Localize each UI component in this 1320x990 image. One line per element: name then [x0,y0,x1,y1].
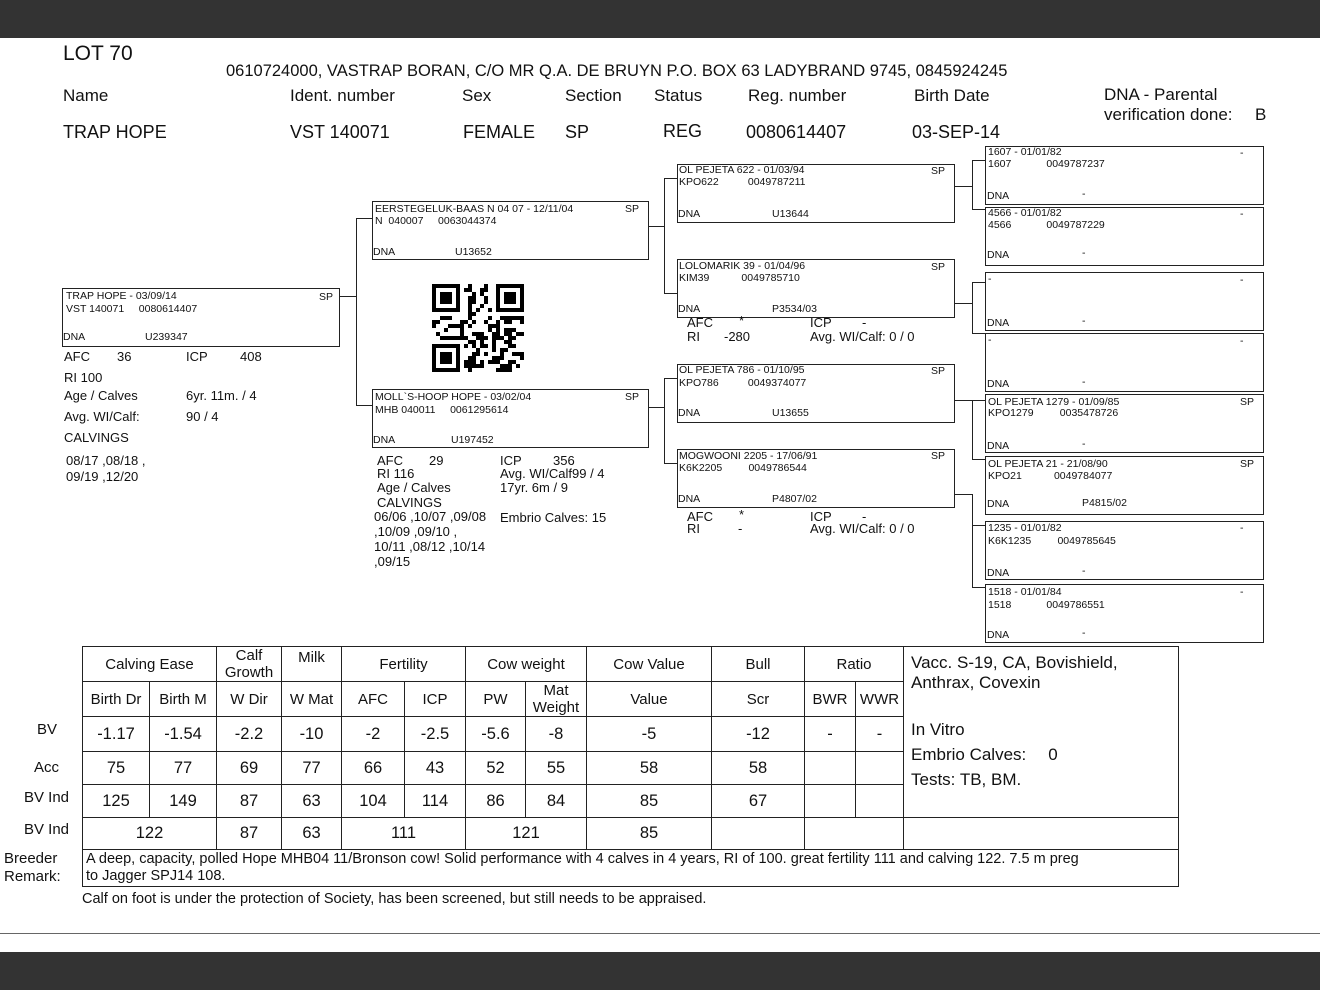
ggp-title: OL PEJETA 21 - 21/08/90 [988,458,1108,470]
gp-title: MOGWOONI 2205 - 17/06/91 [679,450,818,462]
subject-line2: VST 140071 0080614407 [66,303,198,315]
bv-cell: -2.2 [217,717,282,752]
ggp-dna-label: DNA [987,317,1010,329]
acc-cell: 52 [466,752,526,785]
group-fertility: Fertility [342,647,466,682]
ggp-sp: - [1240,335,1244,347]
bvind-cell: 114 [405,785,466,818]
bv-cell: -8 [526,717,587,752]
gp-sp: SP [931,450,946,462]
subject-sp: SP [319,291,334,303]
subject-icp-label: ICP [186,349,208,364]
acc-cell: 66 [342,752,405,785]
embrio-value: 0 [1048,745,1058,764]
dam-calvings-3: 10/11 ,08/12 ,10/14 [374,539,486,554]
bvind-cell [805,785,856,818]
gp-dna-value: P3534/03 [772,303,817,315]
acc-cell [805,752,856,785]
ggp-dna-label: DNA [987,440,1010,452]
subject-wi-label: Avg. WI/Calf: [64,409,140,424]
gp-dna-value: U13655 [772,407,809,419]
grandparent-box [677,259,955,318]
bv-cell: -10 [282,717,342,752]
group-milk: Milk [282,647,342,682]
gp-sp: SP [931,261,946,273]
ggp-line2: 4566 0049787229 [988,219,1105,231]
ggp-dna-value: - [1082,627,1086,639]
dam-box [372,389,649,448]
gp-ri: -280 [724,329,751,344]
subject-calvings-1: 08/17 ,08/18 , [66,453,146,468]
subject-ri: RI 100 [64,370,103,385]
ggp-title: 1235 - 01/01/82 [988,522,1062,534]
ggp-dna-value: - [1082,438,1086,450]
row-label-bvind: BV Ind [24,789,70,806]
bv-cell: -1.17 [83,717,150,752]
sire-title: EERSTEGELUK-BAAS N 04 07 - 12/11/04 [375,203,574,215]
dam-embrio: Embrio Calves: 15 [500,510,607,525]
acc-cell: 43 [405,752,466,785]
sub-afc: AFC [342,682,405,717]
animal-name: TRAP HOPE [63,122,167,142]
grandparent-box [677,449,955,508]
gp-wi: Avg. WI/Calf: 0 / 0 [810,329,915,344]
bv-cell: -5 [587,717,712,752]
subject-afc: 36 [117,349,132,364]
ggp-dna-label: DNA [987,629,1010,641]
col-name: Name [63,86,109,105]
dam-age: 17yr. 6m / 9 [500,480,568,495]
gp-dna-value: U13644 [772,208,809,220]
bvind-cell: 85 [587,785,712,818]
animal-reg: 0080614407 [746,122,847,142]
bvind-cell: 84 [526,785,587,818]
bv-cell: - [805,717,856,752]
animal-status: REG [663,121,703,141]
bv-cell: -12 [712,717,805,752]
gp-line2: K6K2205 0049786544 [679,462,807,474]
bvind2-cell [712,818,805,850]
animal-ident: VST 140071 [290,122,390,142]
col-dna-2: verification done: [1104,105,1233,124]
ggp-dna-label: DNA [987,190,1010,202]
col-birth: Birth Date [914,86,990,105]
ggp-dna-value: - [1082,188,1086,200]
breeder-remark-line-2: to Jagger SPJ14 108. [86,868,226,884]
dam-calvings-label: CALVINGS [377,495,442,510]
subject-calvings-label: CALVINGS [64,430,129,445]
ggp-dna-value: - [1082,565,1086,577]
sire-box [372,201,649,260]
notes-cell [904,647,1179,818]
great-grandparent-box [985,333,1264,392]
acc-cell: 75 [83,752,150,785]
sub-birth-m: Birth M [150,682,217,717]
embrio-label: Embrio Calves: [911,745,1027,764]
col-ident: Ident. number [290,86,395,105]
sub-value: Value [587,682,712,717]
dam-afc: 29 [429,453,444,468]
great-grandparent-box [985,456,1264,515]
sub-w-dir: W Dir [217,682,282,717]
sub-birth-dr: Birth Dr [83,682,150,717]
animal-sex: FEMALE [463,122,536,142]
dam-icp: 356 [553,453,575,468]
remark-label: Remark: [4,868,61,885]
great-grandparent-box [985,394,1264,453]
grandparent-box [677,364,955,423]
gp-wi: Avg. WI/Calf: 0 / 0 [810,521,915,536]
gp-ri-label: RI [687,521,700,536]
ggp-sp: - [1240,274,1244,286]
bv-cell: -5.6 [466,717,526,752]
bottom-bar [0,952,1320,990]
gp-dna-label: DNA [678,407,701,419]
group-calf-growth: Calf Growth [217,647,282,682]
ggp-dna-label: DNA [987,567,1010,579]
group-ratio: Ratio [805,647,904,682]
ggp-dna-value: - [1082,315,1086,327]
ggp-line2: KPO1279 0035478726 [988,407,1119,419]
subject-age: 6yr. 11m. / 4 [186,388,257,403]
gp-sp: SP [931,165,946,177]
gp-icp-label: ICP [810,509,832,524]
bv-table [82,646,1179,887]
dam-line2: MHB 040011 0061295614 [375,404,509,416]
ggp-line2: 1607 0049787237 [988,158,1105,170]
sub-mat-weight: Mat Weight [526,682,587,717]
subject-title: TRAP HOPE - 03/09/14 [66,290,177,302]
breeder-line: 0610724000, VASTRAP BORAN, C/O MR Q.A. DE BRUYN P.O. BOX 63 LADYBRAND 9745, 0845924245 [226,62,1008,80]
group-calving-ease: Calving Ease [83,647,217,682]
great-grandparent-box [985,272,1264,331]
acc-cell [856,752,904,785]
subject-wi: 90 / 4 [186,409,219,424]
top-bar [0,0,1320,38]
gp-icp-label: ICP [810,315,832,330]
ggp-dna-label: DNA [987,378,1010,390]
bv-cell: - [856,717,904,752]
dam-calvings-1: 06/06 ,10/07 ,09/08 [374,509,487,524]
dam-title: MOLL`S-HOOP HOPE - 03/02/04 [375,391,532,403]
bvind-cell: 125 [83,785,150,818]
gp-sp: SP [931,365,946,377]
dna-flag: B [1255,105,1267,124]
subject-afc-label: AFC [64,349,90,364]
bvind-cell: 86 [466,785,526,818]
ggp-title: OL PEJETA 1279 - 01/09/85 [988,396,1120,408]
acc-cell: 69 [217,752,282,785]
row-label-acc: Acc [34,759,60,776]
gp-ri: - [738,521,743,536]
gp-line2: KPO786 0049374077 [679,377,807,389]
ggp-title: - [988,334,992,346]
subject-age-label: Age / Calves [64,388,138,403]
great-grandparent-box [985,207,1264,266]
acc-cell: 55 [526,752,587,785]
dam-age-label: Age / Calves [377,480,451,495]
gp-afc: * [739,507,745,522]
bvind2-cell: 121 [466,818,587,850]
col-dna-1: DNA - Parental [1104,85,1218,104]
footer-note: Calf on foot is under the protection of Society, has been screened, but still needs to be appraised. [82,891,707,907]
gp-dna-label: DNA [678,493,701,505]
breeder-label: Breeder [4,850,58,867]
group-cow-value: Cow Value [587,647,712,682]
qr-code [432,284,524,372]
gp-afc: * [739,313,745,328]
sub-scr: Scr [712,682,805,717]
dam-calvings-2: ,10/09 ,09/10 , [374,524,458,539]
breeder-remark-line-1: A deep, capacity, polled Hope MHB04 11/Bronson cow! Solid performance with 4 calves in 4 years, RI of 100. great fertility 111 and calving 122. 7.5 m preg [86,851,1079,867]
bvind2-cell: 63 [282,818,342,850]
gp-dna-label: DNA [678,303,701,315]
acc-cell: 58 [712,752,805,785]
great-grandparent-box [985,146,1264,205]
bvind-cell: 87 [217,785,282,818]
dam-afc-label: AFC [377,453,403,468]
sire-dna-value: U13652 [455,246,492,258]
acc-cell: 77 [282,752,342,785]
gp-afc-label: AFC [687,315,713,330]
sub-pw: PW [466,682,526,717]
ggp-dna-label: DNA [987,498,1010,510]
ggp-line2: KPO21 0049784077 [988,470,1113,482]
sire-sp: SP [625,203,640,215]
sub-wwr: WWR [856,682,904,717]
dam-calvings-4: ,09/15 [374,554,411,569]
vacc-line-2: Anthrax, Covexin [911,673,1041,692]
subject-calvings-2: 09/19 ,12/20 [66,469,139,484]
ggp-line2: 1518 0049786551 [988,599,1105,611]
gp-line2: KPO622 0049787211 [679,176,806,188]
dam-dna-label: DNA [373,434,396,446]
ggp-sp: - [1240,147,1244,159]
sire-dna-label: DNA [373,246,396,258]
ggp-dna-value: - [1082,247,1086,259]
gp-dna-value: P4807/02 [772,493,817,505]
dam-ri: RI 116 [377,466,415,481]
row-label-bvind-2: BV Ind [24,821,70,838]
gp-afc-label: AFC [687,509,713,524]
ggp-sp: - [1240,586,1244,598]
group-bull: Bull [712,647,805,682]
col-section: Section [565,86,622,105]
ggp-title: 1607 - 01/01/82 [988,146,1062,158]
animal-section: SP [565,122,590,142]
sire-line2: N 040007 0063044374 [375,215,497,227]
ggp-sp: SP [1240,396,1255,408]
bvind-cell: 149 [150,785,217,818]
bvind-cell [856,785,904,818]
ggp-dna-label: DNA [987,249,1010,261]
ggp-dna-value: - [1082,376,1086,388]
vacc-line-1: Vacc. S-19, CA, Bovishield, [911,653,1118,672]
gp-icp: - [862,315,867,330]
col-reg: Reg. number [748,86,847,105]
subject-dna-value: U239347 [145,331,188,343]
gp-ri-label: RI [687,329,700,344]
gp-icp: - [862,509,867,524]
tests: Tests: TB, BM. [911,770,1022,789]
gp-title: OL PEJETA 622 - 01/03/94 [679,164,805,176]
bvind2-cell [805,818,904,850]
col-sex: Sex [462,86,492,105]
breeder-remark [83,850,1179,887]
sub-icp: ICP [405,682,466,717]
dam-dna-value: U197452 [451,434,494,446]
ggp-sp: - [1240,208,1244,220]
ggp-title: 4566 - 01/01/82 [988,207,1062,219]
bvind2-cell: 85 [587,818,712,850]
row-label-bv: BV [37,721,58,738]
gp-dna-label: DNA [678,208,701,220]
bvind-cell: 104 [342,785,405,818]
ggp-title: 1518 - 01/01/84 [988,586,1062,598]
bv-cell: -2.5 [405,717,466,752]
ggp-dna-value: P4815/02 [1082,497,1127,509]
subject-box [62,288,340,347]
bvind2-cell: 111 [342,818,466,850]
lot-number: LOT 70 [63,42,133,65]
subject-dna-label: DNA [63,331,86,343]
bvind-cell: 63 [282,785,342,818]
group-cow-weight: Cow weight [466,647,587,682]
ggp-title: - [988,273,992,285]
sub-bwr: BWR [805,682,856,717]
dam-icp-label: ICP [500,453,522,468]
gp-title: OL PEJETA 786 - 01/10/95 [679,364,805,376]
divider [0,933,1320,934]
gp-title: LOLOMARIK 39 - 01/04/96 [679,260,806,272]
in-vitro: In Vitro [911,720,965,739]
grandparent-box [677,164,955,223]
animal-birth: 03-SEP-14 [912,122,1001,142]
dam-sp: SP [625,391,640,403]
ggp-line2: K6K1235 0049785645 [988,535,1116,547]
bvind2-cell: 122 [83,818,217,850]
sub-w-mat: W Mat [282,682,342,717]
ggp-sp: - [1240,522,1244,534]
bv-cell: -1.54 [150,717,217,752]
subject-icp: 408 [240,349,262,364]
bv-cell: -2 [342,717,405,752]
bvind2-cell: 87 [217,818,282,850]
col-status: Status [654,86,703,105]
great-grandparent-box [985,584,1264,643]
ggp-sp: SP [1240,458,1255,470]
gp-line2: KIM39 0049785710 [679,272,800,284]
acc-cell: 58 [587,752,712,785]
bvind-cell: 67 [712,785,805,818]
great-grandparent-box [985,521,1264,580]
dam-wi: Avg. WI/Calf99 / 4 [500,466,605,481]
acc-cell: 77 [150,752,217,785]
